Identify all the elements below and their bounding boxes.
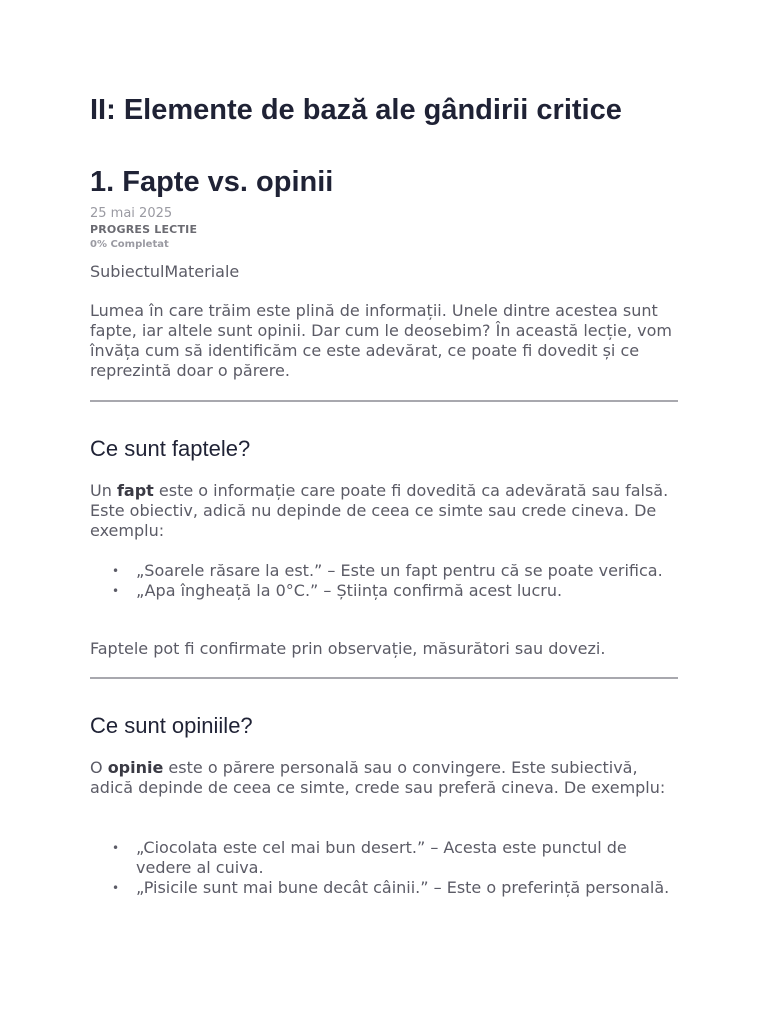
facts-def-rest: este o informație care poate fi dovedită ca adevărată sau falsă. Este obiectiv, adică nu depinde de ceea ce simte sau crede cineva. De exemplu: <box>90 481 669 540</box>
bullet-icon: • <box>112 564 120 578</box>
progress-label: PROGRES LECTIE <box>90 223 198 236</box>
opinions-def-term: opinie <box>107 758 164 777</box>
chapter-title: II: Elemente de bază ale gândirii critice <box>90 94 622 126</box>
lesson-title: 1. Fapte vs. opinii <box>90 166 334 198</box>
opinions-heading: Ce sunt opiniile? <box>90 713 253 738</box>
section-divider <box>90 400 678 402</box>
opinions-examples-list <box>90 838 678 898</box>
list-item <box>90 838 678 878</box>
bullet-icon: • <box>112 584 120 598</box>
progress-value: 0% Completat <box>90 239 169 250</box>
lesson-date: 25 mai 2025 <box>90 206 173 221</box>
fact-example: „Soarele răsare la est.” – Este un fapt pentru că se poate verifica. <box>136 561 663 580</box>
facts-heading: Ce sunt faptele? <box>90 436 251 461</box>
facts-examples-list <box>90 561 678 601</box>
tab-subject[interactable]: Subiectul <box>90 262 165 281</box>
opinions-def-prefix: O <box>90 758 108 777</box>
facts-def-term: fapt <box>116 481 154 500</box>
list-item <box>90 561 678 581</box>
opinions-def-rest: este o părere personală sau o convingere. Este subiectivă, adică depinde de ceea ce simte, crede sau preferă cineva. De exemplu: <box>90 758 666 797</box>
facts-definition <box>90 481 678 541</box>
bullet-icon: • <box>112 881 120 895</box>
bullet-icon: • <box>112 841 120 855</box>
list-item <box>90 878 678 898</box>
facts-def-prefix: Un <box>90 481 117 500</box>
lesson-tabs <box>90 262 239 282</box>
intro-paragraph: Lumea în care trăim este plină de informații. Unele dintre acestea sunt fapte, iar altele sunt opinii. Dar cum le deosebim? În această lecție, vom învăța cum să identificăm ce este adevărat, ce poate fi dovedit și ce reprezintă doar o părere. <box>90 301 672 380</box>
facts-summary: Faptele pot fi confirmate prin observație, măsurători sau dovezi. <box>90 639 606 658</box>
section-divider <box>90 677 678 679</box>
fact-example: „Apa îngheață la 0°C.” – Știința confirmă acest lucru. <box>136 581 563 600</box>
tab-materials[interactable]: Materiale <box>164 262 240 281</box>
list-item <box>90 581 678 601</box>
opinion-example: „Ciocolata este cel mai bun desert.” – Acesta este punctul de vedere al cuiva. <box>136 838 627 877</box>
opinions-definition <box>90 758 678 798</box>
opinion-example: „Pisicile sunt mai bune decât câinii.” – Este o preferință personală. <box>136 878 670 897</box>
